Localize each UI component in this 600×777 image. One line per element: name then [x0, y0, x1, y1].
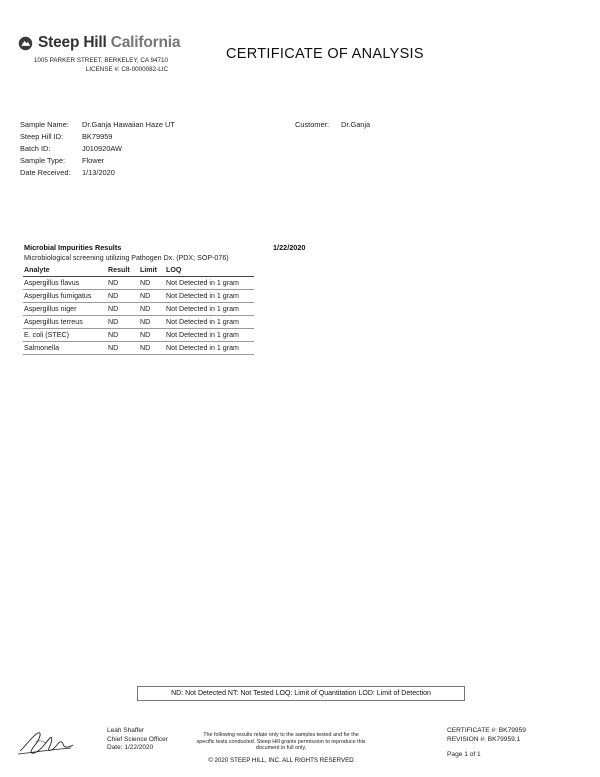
column-header-limit: Limit [139, 264, 165, 277]
company-logo [18, 34, 180, 52]
analyte-cell: Aspergillus flavus [23, 277, 107, 290]
loq-cell: Not Detected in 1 gram [165, 277, 254, 290]
table-row [23, 316, 254, 329]
analyte-cell: Aspergillus niger [23, 303, 107, 316]
steep-hill-id-value: BK79959 [82, 132, 113, 141]
date-received-value: 1/13/2020 [82, 168, 115, 177]
sample-field-label: Batch ID: [20, 144, 51, 153]
limit-cell: ND [139, 329, 165, 342]
analyte-cell: Aspergillus terreus [23, 316, 107, 329]
table-row [23, 303, 254, 316]
table-row [23, 342, 254, 355]
section-method: Microbiological screening utilizing Pathogen Dx. (PDX; SOP-076) [24, 254, 229, 262]
column-header-analyte: Analyte [23, 264, 107, 277]
result-cell: ND [107, 277, 139, 290]
license-number: LICENSE #: C8-0000082-LIC [85, 66, 168, 73]
company-name: Steep Hill California [38, 34, 181, 51]
signer-name: Leah Shaffer [107, 727, 145, 734]
column-header-result: Result [107, 264, 139, 277]
result-cell: ND [107, 329, 139, 342]
result-cell: ND [107, 342, 139, 355]
steep-hill-logo-icon [18, 36, 33, 51]
table-row [23, 277, 254, 290]
company-address: 1005 PARKER STREET, BERKELEY, CA 94710 [33, 57, 168, 64]
analyte-cell: E. coli (STEC) [23, 329, 107, 342]
sample-field-label: Steep Hill ID: [20, 132, 64, 141]
signature-date: Date: 1/22/2020 [107, 744, 154, 752]
signature-image [16, 724, 76, 758]
loq-cell: Not Detected in 1 gram [165, 342, 254, 355]
certificate-number: CERTIFICATE #: BK79959 [447, 727, 526, 734]
revision-number: REVISION #: BK79959.1 [447, 736, 521, 743]
signer-block [107, 727, 168, 753]
document-title: CERTIFICATE OF ANALYSIS [226, 46, 424, 62]
page-number: Page 1 of 1 [447, 751, 481, 758]
limit-cell: ND [139, 290, 165, 303]
loq-cell: Not Detected in 1 gram [165, 290, 254, 303]
certificate-info [447, 726, 526, 744]
loq-cell: Not Detected in 1 gram [165, 329, 254, 342]
sample-field-label: Date Received: [20, 168, 71, 177]
loq-cell: Not Detected in 1 gram [165, 316, 254, 329]
section-title: Microbial Impurities Results [24, 243, 122, 252]
sample-field-label: Sample Type: [20, 156, 66, 165]
section-date: 1/22/2020 [273, 243, 306, 252]
result-cell: ND [107, 303, 139, 316]
customer-value: Dr.Ganja [341, 120, 371, 129]
table-row [23, 329, 254, 342]
analyte-cell: Aspergillus fumigatus [23, 290, 107, 303]
customer-label: Customer: [295, 120, 330, 129]
company-address-block [18, 56, 168, 74]
signer-title: Chief Science Officer [107, 735, 168, 743]
limit-cell: ND [139, 316, 165, 329]
copyright-notice: © 2020 STEEP HILL, INC. ALL RIGHTS RESERVED [208, 757, 354, 764]
sample-info-values [82, 119, 175, 179]
limit-cell: ND [139, 277, 165, 290]
limit-cell: ND [139, 342, 165, 355]
analyte-cell: Salmonella [23, 342, 107, 355]
limit-cell: ND [139, 303, 165, 316]
sample-field-label: Sample Name: [20, 120, 69, 129]
sample-info-labels [20, 119, 71, 179]
loq-cell: Not Detected in 1 gram [165, 303, 254, 316]
result-cell: ND [107, 290, 139, 303]
microbial-results-table [23, 264, 254, 355]
column-header-loq: LOQ [165, 264, 254, 277]
sample-type-value: Flower [82, 156, 105, 165]
sample-name-value: Dr.Ganja Hawaiian Haze UT [82, 120, 175, 129]
table-row [23, 290, 254, 303]
result-cell: ND [107, 316, 139, 329]
abbreviation-legend: ND: Not Detected NT: Not Tested LOQ: Limit of Quantitation LOD: Limit of Detection [137, 686, 465, 701]
disclaimer-text: The following results relate only to the samples tested and for the specific tests conducted. Steep Hill grants permission to reproduce this document in full only. [196, 732, 366, 752]
table-header-row [23, 264, 254, 277]
batch-id-value: J010920AW [82, 144, 122, 153]
